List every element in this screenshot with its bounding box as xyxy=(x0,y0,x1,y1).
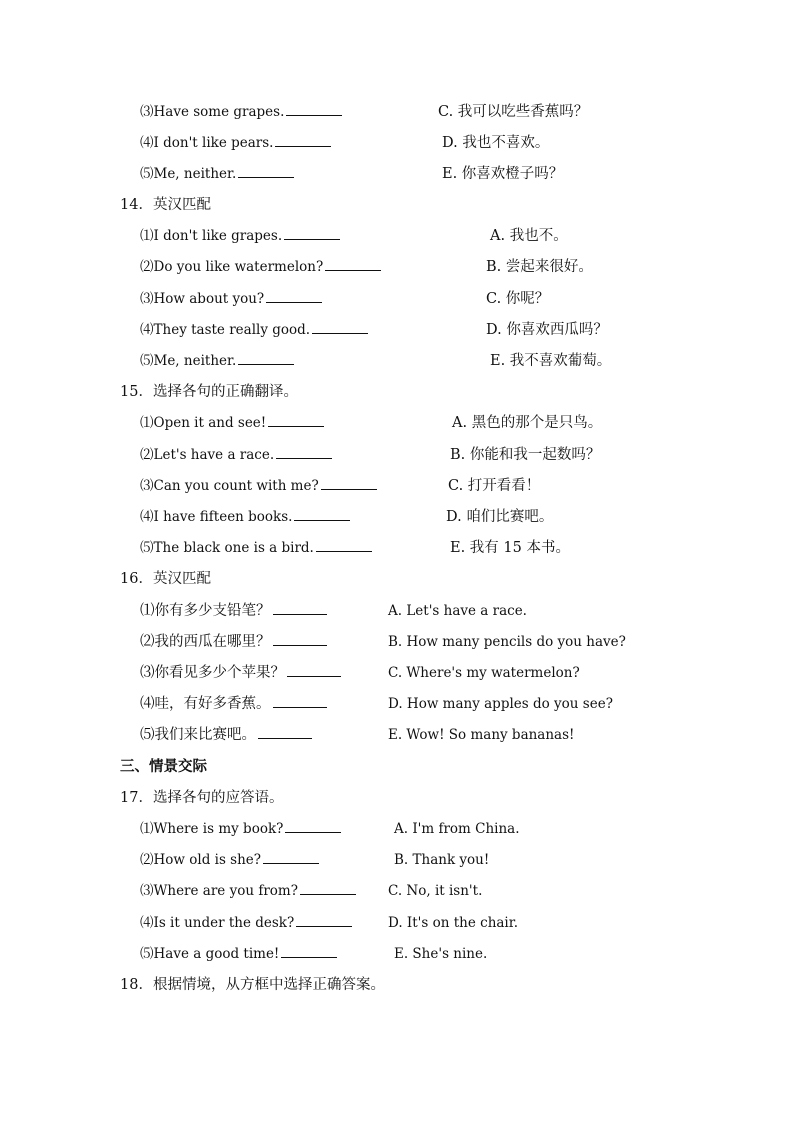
q14-item-2-text: ⑵Do you like watermelon? xyxy=(140,259,324,275)
q16-option-e: E. Wow! So many bananas! xyxy=(388,727,575,743)
q16-option-c: C. Where's my watermelon? xyxy=(388,665,580,681)
q13-item-4-text: ⑷I don't like pears. xyxy=(140,135,274,151)
answer-blank[interactable] xyxy=(284,225,340,240)
q16-option-b: B. How many pencils do you have? xyxy=(388,634,626,650)
answer-blank[interactable] xyxy=(273,631,327,646)
q13-item-4 xyxy=(140,131,331,155)
q17-item-4 xyxy=(140,911,352,935)
q15-option-a: A. 黑色的那个是只鸟。 xyxy=(452,415,603,431)
q14-item-1-text: ⑴I don't like grapes. xyxy=(140,228,283,244)
q14-title: 14．英汉匹配 xyxy=(120,197,211,213)
answer-blank[interactable] xyxy=(238,350,294,365)
q14-option-b: B. 尝起来很好。 xyxy=(486,259,593,275)
q15-title: 15．选择各句的正确翻译。 xyxy=(120,384,298,400)
q13-item-5-text: ⑸Me, neither. xyxy=(140,166,237,182)
q13-item-3 xyxy=(140,100,342,124)
answer-blank[interactable] xyxy=(238,163,294,178)
q17-option-a: A. I'm from China. xyxy=(394,821,520,837)
section-title: 三、情景交际 xyxy=(120,758,207,775)
answer-blank[interactable] xyxy=(276,444,332,459)
q15-item-4 xyxy=(140,505,350,529)
answer-blank[interactable] xyxy=(325,256,381,271)
answer-blank[interactable] xyxy=(316,537,372,552)
q16-item-1 xyxy=(140,599,327,623)
answer-blank[interactable] xyxy=(294,506,350,521)
q17-option-c: C. No, it isn't. xyxy=(388,883,483,899)
q16-option-d: D. How many apples do you see? xyxy=(388,696,613,712)
answer-blank[interactable] xyxy=(273,693,327,708)
q16-option-a: A. Let's have a race. xyxy=(388,603,527,619)
q14-item-5 xyxy=(140,349,294,373)
q15-item-5 xyxy=(140,536,372,560)
q18-title: 18．根据情境，从方框中选择正确答案。 xyxy=(120,977,385,993)
q17-item-2-text: ⑵How old is she? xyxy=(140,852,262,868)
q17-item-3-text: ⑶Where are you from? xyxy=(140,883,298,899)
q16-title: 16．英汉匹配 xyxy=(120,571,211,587)
q15-item-5-text: ⑸The black one is a bird. xyxy=(140,540,314,556)
q17-title: 17．选择各句的应答语。 xyxy=(120,790,284,806)
answer-blank[interactable] xyxy=(275,132,331,147)
q14-option-c: C. 你呢？ xyxy=(486,291,550,307)
answer-blank[interactable] xyxy=(273,600,327,615)
q15-option-c: C. 打开看看！ xyxy=(448,478,541,494)
q17-option-b: B. Thank you! xyxy=(394,852,490,868)
answer-blank[interactable] xyxy=(287,662,341,677)
q15-item-2 xyxy=(140,443,332,467)
q14-item-3 xyxy=(140,287,322,311)
q14-item-2 xyxy=(140,255,381,279)
q16-item-3 xyxy=(140,661,341,685)
q16-item-5-text: ⑸我们来比赛吧。 xyxy=(140,727,256,743)
q15-item-1 xyxy=(140,411,324,435)
q13-option-c: C. 我可以吃些香蕉吗？ xyxy=(438,104,589,120)
q14-item-3-text: ⑶How about you? xyxy=(140,291,265,307)
q17-item-5-text: ⑸Have a good time! xyxy=(140,946,280,962)
q16-item-1-text: ⑴你有多少支铅笔？ xyxy=(140,603,271,619)
q17-option-e: E. She's nine. xyxy=(394,946,488,962)
q16-item-4 xyxy=(140,692,327,716)
q14-item-4 xyxy=(140,318,368,342)
q15-option-d: D. 咱们比赛吧。 xyxy=(446,509,554,525)
q14-option-e: E. 我不喜欢葡萄。 xyxy=(490,353,612,369)
q13-option-d: D. 我也不喜欢。 xyxy=(442,135,550,151)
q15-option-e: E. 我有 15 本书。 xyxy=(450,540,570,556)
q14-option-a: A. 我也不。 xyxy=(490,228,568,244)
q14-item-5-text: ⑸Me, neither. xyxy=(140,353,237,369)
answer-blank[interactable] xyxy=(286,101,342,116)
q17-item-5 xyxy=(140,942,337,966)
q13-item-3-text: ⑶Have some grapes. xyxy=(140,104,285,120)
q17-item-1-text: ⑴Where is my book? xyxy=(140,821,284,837)
answer-blank[interactable] xyxy=(321,475,377,490)
answer-blank[interactable] xyxy=(296,912,352,927)
q16-item-2-text: ⑵我的西瓜在哪里？ xyxy=(140,634,271,650)
q16-item-2 xyxy=(140,630,327,654)
q14-option-d: D. 你喜欢西瓜吗？ xyxy=(486,322,608,338)
q15-item-3 xyxy=(140,474,377,498)
q17-option-d: D. It's on the chair. xyxy=(388,915,519,931)
q15-item-4-text: ⑷I have fifteen books. xyxy=(140,509,293,525)
answer-blank[interactable] xyxy=(285,818,341,833)
q17-item-2 xyxy=(140,848,319,872)
answer-blank[interactable] xyxy=(263,849,319,864)
answer-blank[interactable] xyxy=(281,943,337,958)
answer-blank[interactable] xyxy=(300,880,356,895)
q16-item-3-text: ⑶你看见多少个苹果？ xyxy=(140,665,285,681)
q17-item-4-text: ⑷Is it under the desk? xyxy=(140,915,295,931)
q14-item-4-text: ⑷They taste really good. xyxy=(140,322,311,338)
q15-option-b: B. 你能和我一起数吗？ xyxy=(450,447,601,463)
q13-option-e: E. 你喜欢橙子吗？ xyxy=(442,166,564,182)
q16-item-4-text: ⑷哇，有好多香蕉。 xyxy=(140,696,271,712)
q14-item-1 xyxy=(140,224,340,248)
q17-item-1 xyxy=(140,817,341,841)
q15-item-2-text: ⑵Let's have a race. xyxy=(140,447,275,463)
answer-blank[interactable] xyxy=(266,288,322,303)
answer-blank[interactable] xyxy=(258,724,312,739)
q13-item-5 xyxy=(140,162,294,186)
q15-item-3-text: ⑶Can you count with me? xyxy=(140,478,319,494)
q17-item-3 xyxy=(140,879,356,903)
answer-blank[interactable] xyxy=(268,412,324,427)
q16-item-5 xyxy=(140,723,312,747)
answer-blank[interactable] xyxy=(312,319,368,334)
q15-item-1-text: ⑴Open it and see! xyxy=(140,415,267,431)
